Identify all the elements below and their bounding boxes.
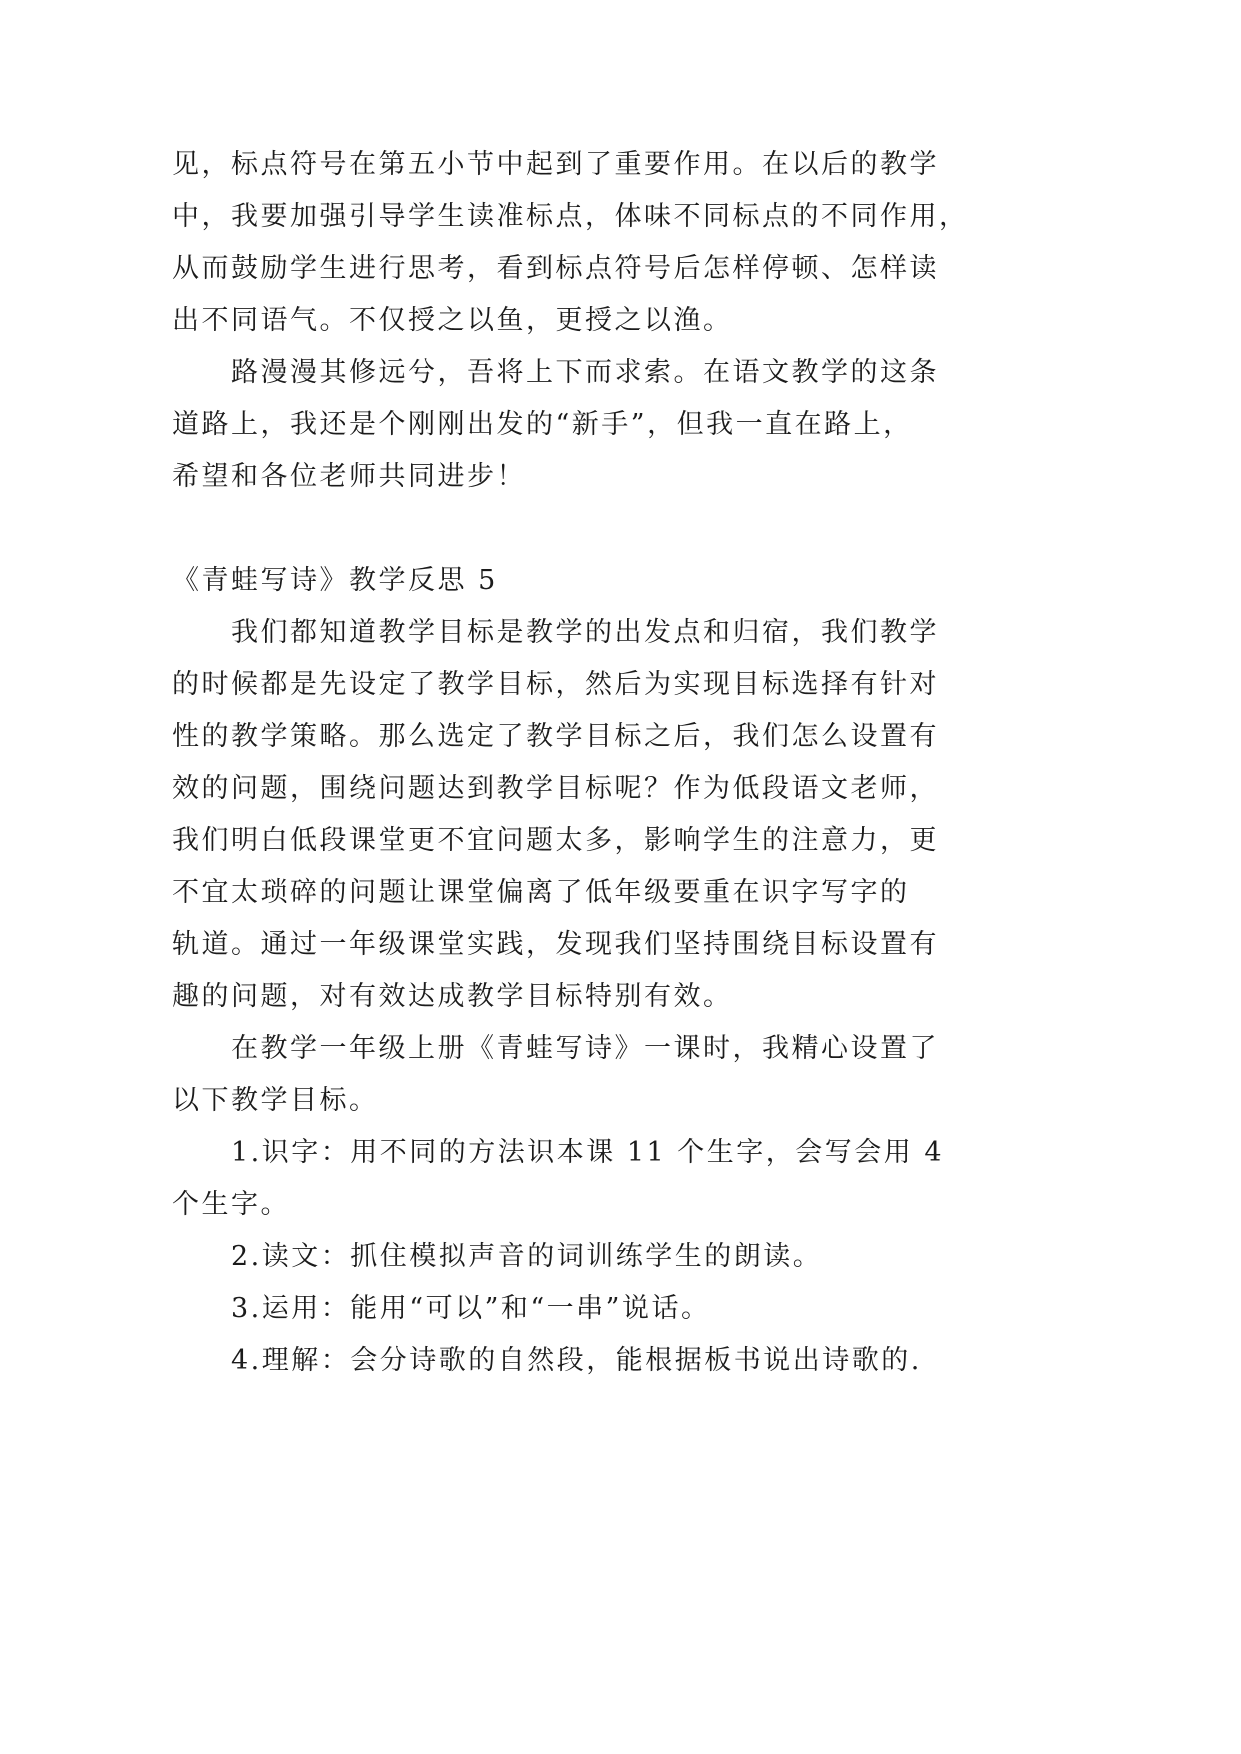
text-line: 趣的问题，对有效达成教学目标特别有效。	[172, 981, 733, 1012]
objective-item-3	[172, 1283, 1172, 1335]
paragraph-continuation	[172, 139, 1172, 347]
objective-item-1	[172, 1127, 1172, 1231]
text-line: 3.运用：能用“可以”和“一串”说话。	[231, 1293, 711, 1324]
text-line: 4.理解：会分诗歌的自然段，能根据板书说出诗歌的.	[231, 1345, 922, 1376]
text-line: 不宜太琐碎的问题让课堂偏离了低年级要重在识字写字的	[172, 877, 910, 908]
text-line: 轨道。通过一年级课堂实践，发现我们坚持围绕目标设置有	[172, 929, 939, 960]
text-line: 我们都知道教学目标是教学的出发点和归宿，我们教学	[231, 617, 939, 648]
text-line: 我们明白低段课堂更不宜问题太多，影响学生的注意力，更	[172, 825, 939, 856]
paragraph-closing	[172, 347, 1172, 503]
text-line: 从而鼓励学生进行思考，看到标点符号后怎样停顿、怎样读	[172, 253, 939, 284]
text-line: 希望和各位老师共同进步！	[172, 461, 526, 492]
objective-item-2	[172, 1231, 1172, 1283]
text-line: 的时候都是先设定了教学目标，然后为实现目标选择有针对	[172, 669, 939, 700]
text-line: 在教学一年级上册《青蛙写诗》一课时，我精心设置了	[231, 1033, 939, 1064]
text-line: 性的教学策略。那么选定了教学目标之后，我们怎么设置有	[172, 721, 939, 752]
paragraph-objectives-intro	[172, 607, 1172, 1023]
section-title: 《青蛙写诗》教学反思 5	[172, 565, 498, 596]
text-line: 个生字。	[172, 1189, 290, 1220]
document-body	[172, 139, 1172, 1387]
objective-item-4	[172, 1335, 1172, 1387]
blank-line	[172, 503, 1172, 555]
text-line: 中，我要加强引导学生读准标点，体味不同标点的不同作用，	[172, 201, 969, 232]
text-line: 2.读文：抓住模拟声音的词训练学生的朗读。	[231, 1241, 823, 1272]
text-line: 出不同语气。不仅授之以鱼，更授之以渔。	[172, 305, 733, 336]
paragraph-lesson-setting	[172, 1023, 1172, 1127]
text-line: 1.识字：用不同的方法识本课 11 个生字，会写会用 4	[231, 1137, 945, 1168]
text-line: 效的问题，围绕问题达到教学目标呢？作为低段语文老师，	[172, 773, 939, 804]
text-line: 道路上，我还是个刚刚出发的“新手”，但我一直在路上，	[172, 409, 913, 440]
text-line: 以下教学目标。	[172, 1085, 379, 1116]
text-line: 路漫漫其修远兮，吾将上下而求索。在语文教学的这条	[231, 357, 939, 388]
text-line: 见，标点符号在第五小节中起到了重要作用。在以后的教学	[172, 149, 939, 180]
